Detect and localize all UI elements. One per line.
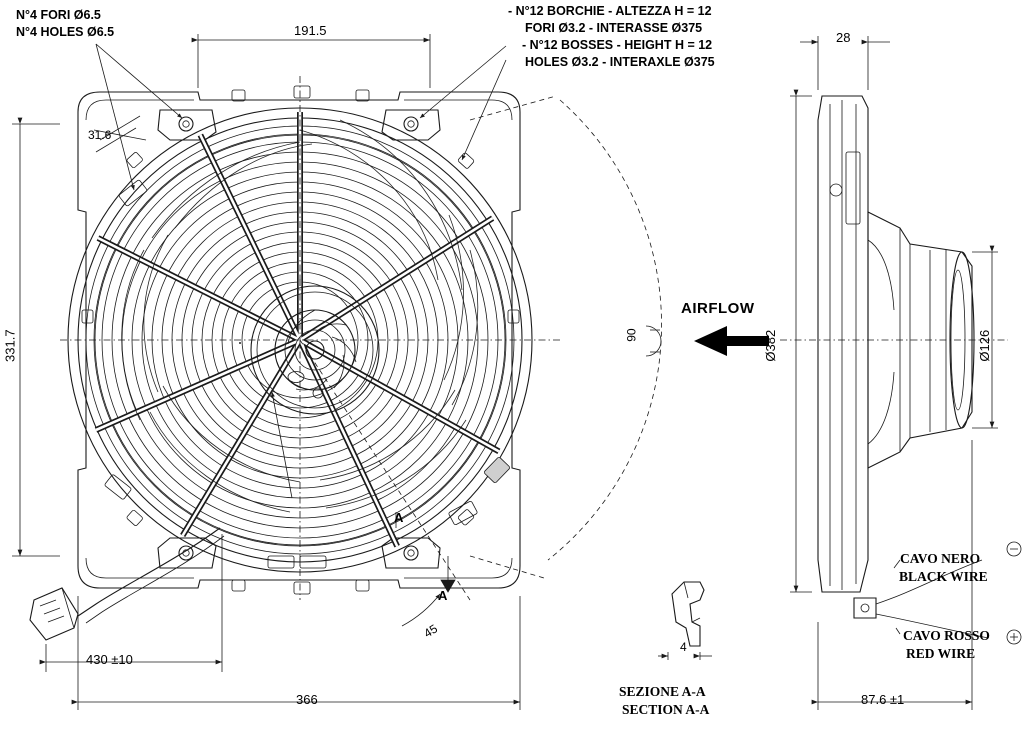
guard-grille-spokes	[96, 110, 500, 548]
wire-red-en: RED WIRE	[906, 646, 976, 661]
wire-black-it: CAVO NERO	[900, 551, 981, 566]
wire-red-it: CAVO ROSSO	[903, 628, 990, 643]
dim-angle-45: 45	[421, 621, 441, 641]
dim-section-detail: 4	[680, 640, 687, 654]
section-mark-a-lower: A	[438, 588, 448, 603]
note-bosses-en-1: - N°12 BOSSES - HEIGHT H = 12	[522, 38, 713, 52]
note-bosses-it-1: - N°12 BORCHIE - ALTEZZA H = 12	[508, 4, 712, 18]
note-bosses-it-2: FORI Ø3.2 - INTERASSE Ø375	[525, 21, 703, 35]
dim-top-width: 191.5	[294, 23, 327, 38]
note-holes-it: N°4 FORI Ø6.5	[16, 8, 101, 22]
dim-left-offset: 31.6	[88, 128, 112, 142]
section-caption-it: SEZIONE A-A	[619, 684, 706, 699]
airflow-arrow	[650, 326, 769, 356]
section-caption-en: SECTION A-A	[622, 702, 710, 717]
dim-left-height: 331.7	[2, 329, 18, 362]
dim-side-thickness: 28	[836, 30, 851, 45]
dim-outer-diameter: Ø382	[763, 329, 779, 362]
dim-cable-length: 430 ±10	[86, 652, 133, 667]
dim-side-depth: 87.6 ±1	[861, 692, 905, 707]
note-holes-en: N°4 HOLES Ø6.5	[16, 25, 115, 39]
airflow-label: AIRFLOW	[681, 300, 755, 317]
dim-angle-90: 90	[624, 328, 639, 342]
dim-bottom-width: 366	[296, 692, 318, 707]
wire-black-en: BLACK WIRE	[899, 569, 988, 584]
section-mark-a-upper: A	[394, 510, 404, 525]
power-cable	[30, 528, 224, 640]
note-bosses-en-2: HOLES Ø3.2 - INTERAXLE Ø375	[525, 55, 715, 69]
dim-inner-diameter: Ø126	[977, 329, 993, 362]
